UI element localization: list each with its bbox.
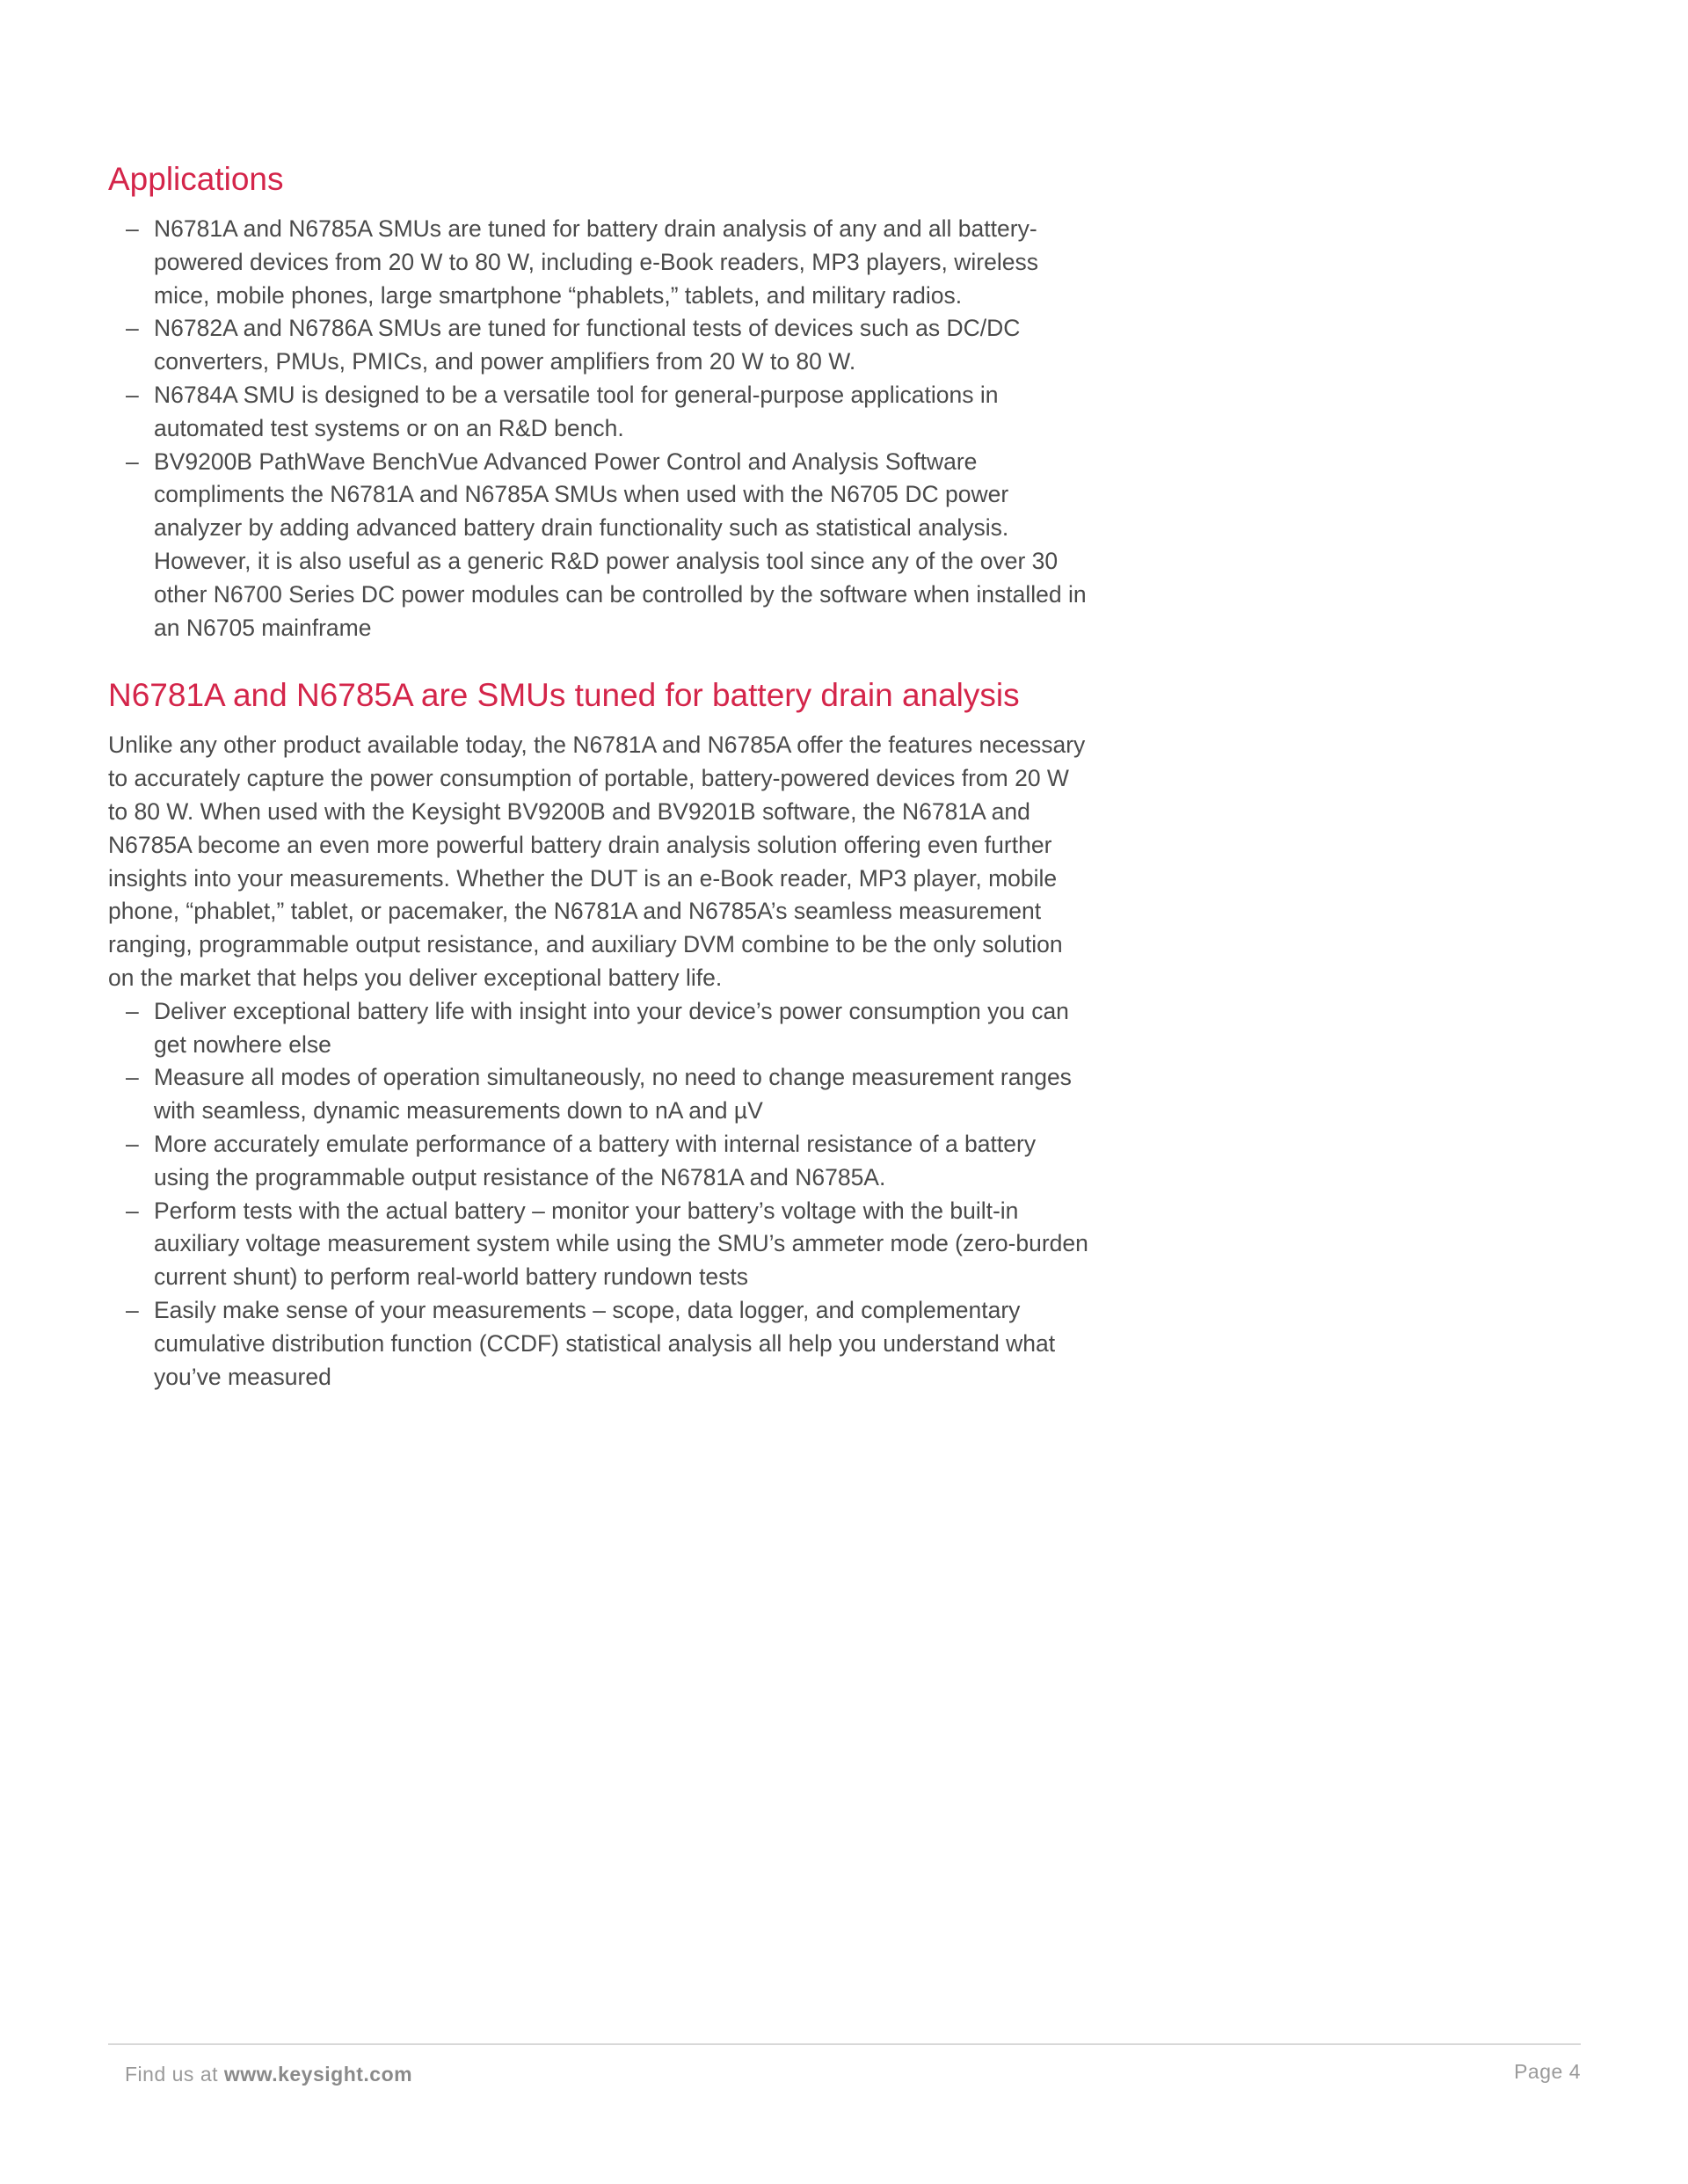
battery-drain-paragraph: Unlike any other product available today, the N6781A and N6785A offer the features necessary to accurately capture the power consumption of portable, battery-powered devices from 20 W to 80 W. When used with the Keysight BV9200B and BV9201B software, the N6781A and N6785A become an even more powerful battery drain analysis solution offering even further insights into your measurements. Whether the DUT is an e-Book reader, MP3 player, mobile phone, “phablet,” tablet, or pacemaker, the N6781A and N6785A’s seamless measurement ranging, programmable output resistance, and auxiliary DVM combine to be the only solution on the market that helps you deliver exceptional battery life. — [108, 732, 1086, 991]
list-item: – N6782A and N6786A SMUs are tuned for functional tests of devices such as DC/DC converters, PMUs, PMICs, and power amplifiers from 20 W to 80 W. — [154, 312, 1093, 379]
footer-divider — [108, 2043, 1581, 2045]
list-item: – More accurately emulate performance of a battery with internal resistance of a battery using the programmable output resistance of the N6781A and N6785A. — [154, 1128, 1093, 1195]
dash-marker: – — [126, 448, 139, 475]
dash-marker: – — [126, 1130, 139, 1157]
battery-drain-heading: N6781A and N6785A are SMUs tuned for battery drain analysis — [108, 677, 1020, 714]
battery-benefits-list — [108, 995, 1093, 1394]
dash-marker: – — [126, 1064, 139, 1091]
footer-prefix: Find us at — [125, 2063, 218, 2086]
dash-marker: – — [126, 215, 139, 242]
footer-find-us — [125, 2063, 412, 2086]
footer-site-link[interactable]: www.keysight.com — [223, 2063, 413, 2086]
list-item: – BV9200B PathWave BenchVue Advanced Power Control and Analysis Software compliments the N6781A and N6785A SMUs when used with the N6705 DC power analyzer by adding advanced battery drain functionality such as statistical analysis. However, it is also useful as a generic R&D power analysis tool since any of the over 30 other N6700 Series DC power modules can be controlled by the software when installed in an N6705 mainframe — [154, 446, 1093, 645]
page-number: Page 4 — [1514, 2060, 1581, 2083]
list-item: – Deliver exceptional battery life with insight into your device’s power consumption you can get nowhere else — [154, 995, 1093, 1062]
list-item: – N6784A SMU is designed to be a versatile tool for general-purpose applications in automated test systems or on an R&D bench. — [154, 379, 1093, 446]
page-content — [108, 158, 1093, 1394]
dash-marker: – — [126, 1296, 139, 1323]
applications-heading: Applications — [108, 161, 284, 197]
list-item: – Easily make sense of your measurements – scope, data logger, and complementary cumulative distribution function (CCDF) statistical analysis all help you understand what you’ve measured — [154, 1294, 1093, 1394]
dash-marker: – — [126, 1197, 139, 1224]
applications-list — [108, 213, 1093, 644]
dash-marker: – — [126, 381, 139, 408]
list-item: – Measure all modes of operation simultaneously, no need to change measurement ranges with seamless, dynamic measurements down to nA and µV — [154, 1061, 1093, 1128]
list-item: – Perform tests with the actual battery – monitor your battery’s voltage with the built-in auxiliary voltage measurement system while using the SMU’s ammeter mode (zero-burden current shunt) to perform real-world battery rundown tests — [154, 1195, 1093, 1294]
dash-marker: – — [126, 315, 139, 342]
list-item: – N6781A and N6785A SMUs are tuned for battery drain analysis of any and all battery-powered devices from 20 W to 80 W, including e-Book readers, MP3 players, wireless mice, mobile phones, large smartphone “phablets,” tablets, and military radios. — [154, 213, 1093, 312]
dash-marker: – — [126, 997, 139, 1024]
